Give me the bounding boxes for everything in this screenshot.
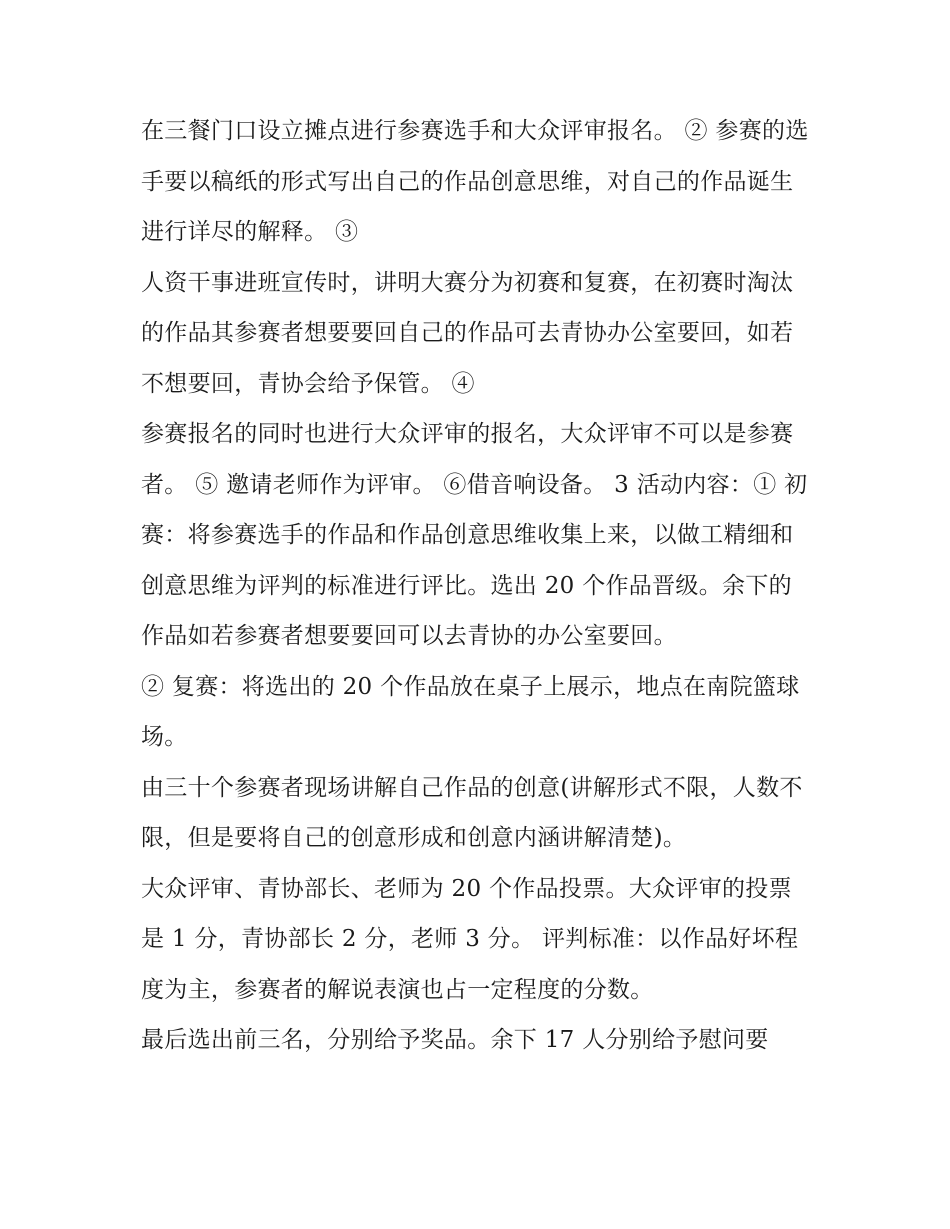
document-body [141, 106, 813, 1066]
paragraph-final-round: ② 复赛：将选出的 20 个作品放在桌子上展示，地点在南院篮球场。 [141, 673, 800, 750]
paragraph-preliminary: 参赛报名的同时也进行大众评审的报名，大众评审不可以是参赛者。 ⑤ 邀请老师作为评审。 ⑥借音响设备。 3 活动内容：① 初赛：将参赛选手的作品和作品创意思维收集上来，以做工精细和创意思维为评判的标准进行评比。选出 20 个作品晋级。余下的作品如若参赛者想要要回可以去青协的办公室要回。 [141, 421, 808, 649]
paragraph-voting: 大众评审、青协部长、老师为 20 个作品投票。大众评审的投票是 1 分，青协部长 2 分，老师 3 分。 评判标准：以作品好坏程度为主，参赛者的解说表演也占一定程度的分数。 [141, 875, 799, 1003]
paragraph-presentation: 由三十个参赛者现场讲解自己作品的创意(讲解形式不限，人数不限，但是要将自己的创意形成和创意内涵讲解清楚)。 [141, 774, 803, 851]
paragraph-publicity: 人资干事进班宣传时，讲明大赛分为初赛和复赛，在初赛时淘汰的作品其参赛者想要要回自己的作品可去青协办公室要回，如若不想要回，青协会给予保管。 ④ [141, 269, 794, 397]
paragraph-registration: 在三餐门口设立摊点进行参赛选手和大众评审报名。 ② 参赛的选手要以稿纸的形式写出自己的作品创意思维，对自己的作品诞生进行详尽的解释。 ③ [141, 118, 809, 245]
paragraph-awards: 最后选出前三名，分别给予奖品。余下 17 人分别给予慰问要 [141, 1027, 769, 1053]
